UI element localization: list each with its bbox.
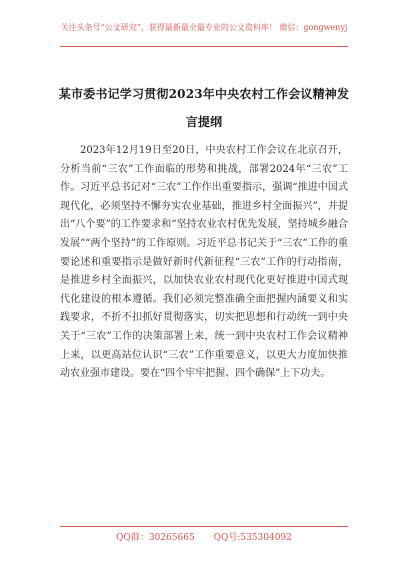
footer-contacts (0, 531, 408, 545)
header-banner: 关注头条号“公文研究”，获得最新最全最专业的公文资料库！ 微信：gongwenyj (60, 23, 348, 32)
footer-qq-group: QQ群：30265665 (116, 533, 195, 543)
body-paragraph: 2023年12月19日至20日，中央农村工作会议在北京召开，分析当前“三农”工作面临的形势和挑战，部署2024年“三农”工作。习近平总书记对“三农”工作作出重要指示，强调“推进中国式现代化，必须坚持不懈夯实农业基础，推进乡村全面振兴”，并提出“八个要”的工作要求和“坚持农业农村优先发展，坚持城乡融合发展”“两个坚持”的工作原则。习近平总书记关于“三农”工作的重要论述和重要指示是做好新时代新征程“三农”工作的行动指南，是推进乡村全面振兴，以加快农业农村现代化更好推进中国式现代化建设的根本遵循。我们必须完整准确全面把握内涵要义和实践要求，不折不扣抓好贯彻落实，切实把思想和行动统一到中央关于“三农”工作的决策部署上来，统一到中央农村工作会议精神上来，以更高站位认识“三农”工作重要意义，以更大力度加快推动农业强市建设。要在“四个牢牢把握、四个确保”上下功夫。 (60, 145, 348, 380)
footer-qq-number: QQ号:535304092 (213, 533, 292, 543)
document-body (60, 142, 348, 384)
header-divider (60, 46, 348, 47)
document-title: 某市委书记学习贯彻2023年中央农村工作会议精神发言提纲 (58, 87, 350, 129)
footer-divider (60, 526, 348, 527)
